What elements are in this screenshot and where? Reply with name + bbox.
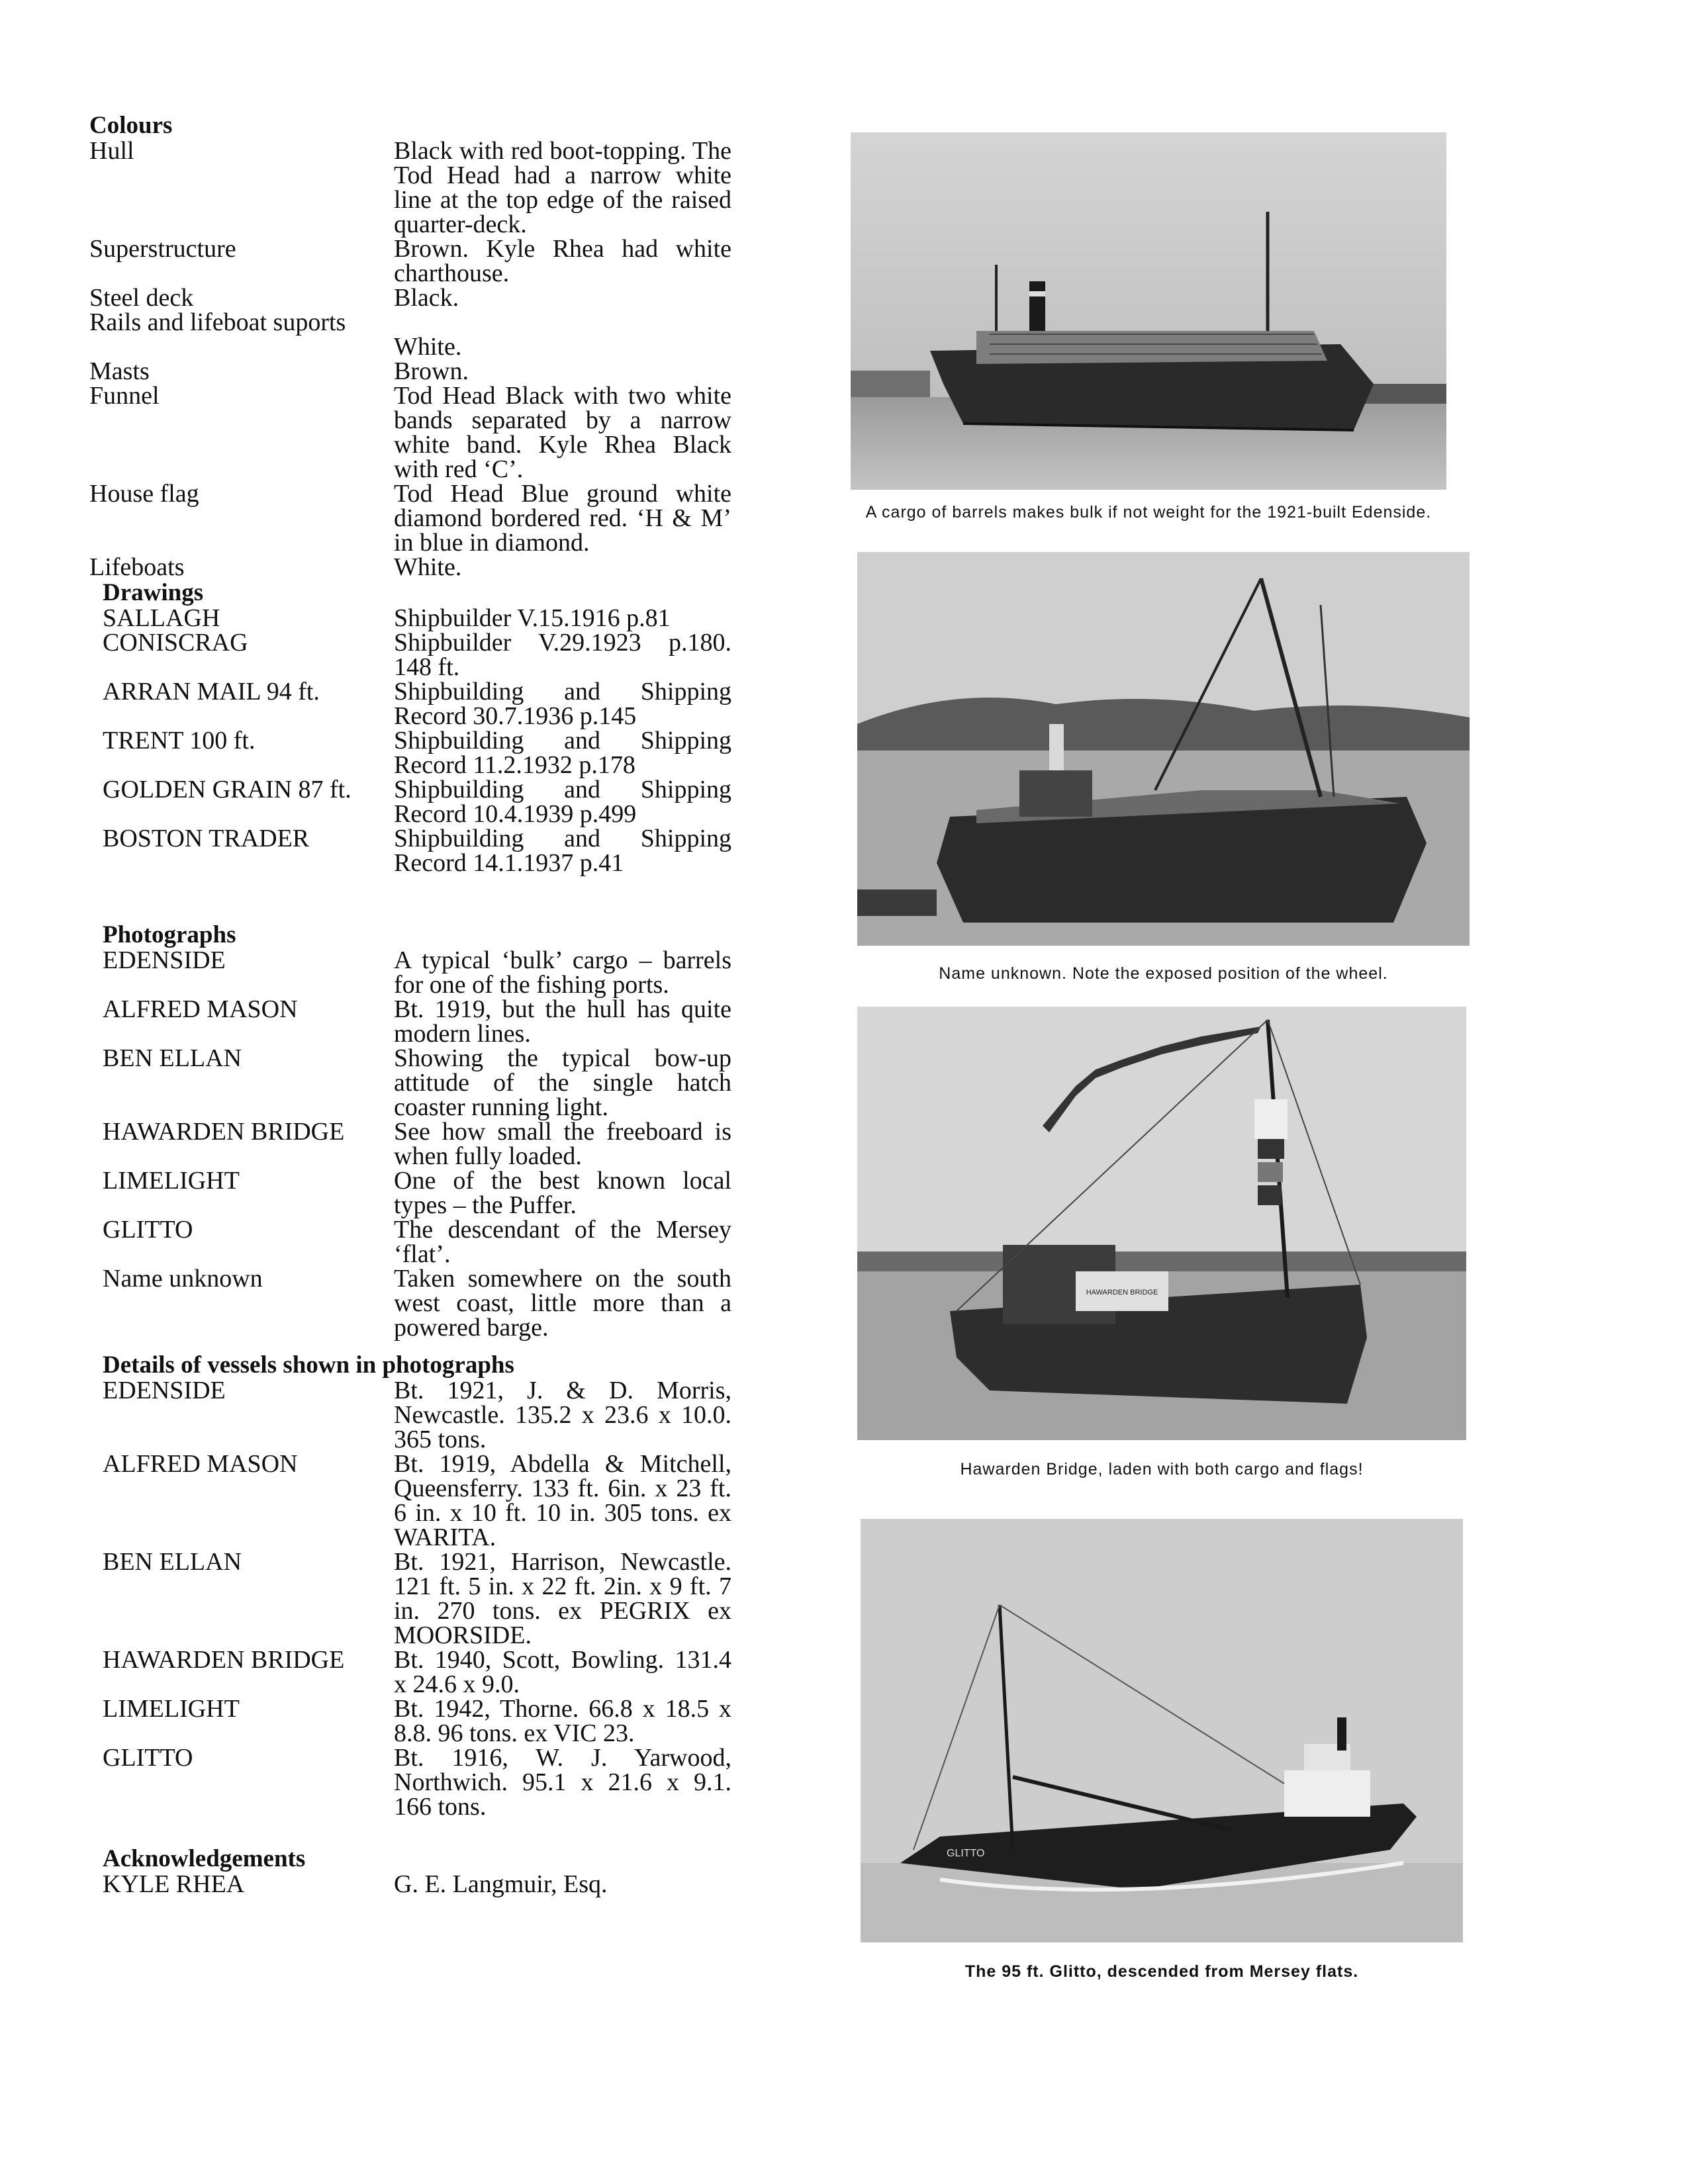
photographs-value: One of the best known local types – the Puffer. [394, 1167, 731, 1219]
details-value: Bt. 1942, Thorne. 66.8 x 18.5 x 8.8. 96 tons. ex VIC 23. [394, 1695, 731, 1747]
colours-value: Brown. [394, 357, 469, 385]
details-value: Bt. 1921, Harrison, Newcastle. 121 ft. 5 in. x 22 ft. 2in. x 9 ft. 7 in. 270 tons. ex PEGRIX ex MOORSIDE. [394, 1548, 731, 1649]
drawings-heading: Drawings [103, 579, 204, 606]
colours-label: Masts [89, 357, 150, 385]
photographs-label: EDENSIDE [103, 946, 226, 974]
photographs-label: Name unknown [103, 1265, 263, 1293]
drawings-value: Shipbuilding and Shipping Record 11.2.1932 p.178 [394, 727, 731, 779]
details-label: HAWARDEN BRIDGE [103, 1646, 345, 1674]
photo-name-unknown-image [857, 552, 1470, 946]
photographs-label: BEN ELLAN [103, 1044, 242, 1072]
photographs-value: See how small the freeboard is when fully loaded. [394, 1118, 731, 1170]
colours-label: Funnel [89, 382, 160, 410]
details-row [103, 1648, 731, 1697]
colours-value: Tod Head Blue ground white diamond bordered red. ‘H & M’ in blue in diamond. [394, 480, 731, 557]
drawings-row [103, 631, 731, 680]
colours-value: Black with red boot-topping. The Tod Head had a narrow white line at the top edge of the raised quarter-deck. [394, 137, 731, 238]
details-row [103, 1550, 731, 1648]
drawings-row [103, 778, 731, 827]
drawings-row [103, 827, 731, 876]
details-row [103, 1379, 731, 1452]
drawings-value: Shipbuilding and Shipping Record 30.7.1936 p.145 [394, 678, 731, 730]
drawings-row [103, 729, 731, 778]
drawings-label: ARRAN MAIL 94 ft. [103, 678, 320, 705]
photo-hawarden-bridge-image [857, 1007, 1466, 1440]
details-label: LIMELIGHT [103, 1695, 240, 1723]
details-label: ALFRED MASON [103, 1450, 298, 1478]
acknowledgements-row [103, 1872, 731, 1897]
photo-name-unknown [857, 552, 1470, 946]
caption-hawarden-bridge: Hawarden Bridge, laden with both cargo and flags! [960, 1460, 1364, 1479]
colours-heading: Colours [89, 112, 173, 139]
colours-label: Lifeboats [89, 553, 185, 581]
hull-name-glitto: GLITTO [947, 1848, 985, 1859]
details-value: Bt. 1916, W. J. Yarwood, Northwich. 95.1 x 21.6 x 9.1. 166 tons. [394, 1744, 731, 1821]
right-column [851, 132, 1460, 1981]
caption-glitto: The 95 ft. Glitto, descended from Mersey flats. [964, 1962, 1359, 1981]
colours-row-masts [89, 359, 731, 384]
drawings-value: Shipbuilding and Shipping Record 14.1.1937 p.41 [394, 825, 731, 877]
photographs-label: ALFRED MASON [103, 995, 298, 1023]
photographs-label: GLITTO [103, 1216, 193, 1244]
acknowledgements-label: KYLE RHEA [103, 1870, 245, 1898]
drawings-row [103, 606, 731, 631]
photographs-value: The descendant of the Mersey ‘flat’. [394, 1216, 731, 1268]
drawings-label: CONISCRAG [103, 629, 248, 657]
photo-edenside-image [851, 132, 1446, 490]
details-value: Bt. 1919, Abdella & Mitchell, Queensferry. 133 ft. 6in. x 23 ft. 6 in. x 10 ft. 10 in. 305 tons. ex WARITA. [394, 1450, 731, 1551]
details-value: Bt. 1921, J. & D. Morris, Newcastle. 135.2 x 23.6 x 10.0. 365 tons. [394, 1377, 731, 1453]
photographs-label: HAWARDEN BRIDGE [103, 1118, 345, 1146]
colours-row-hull [89, 139, 731, 237]
photo-hawarden-bridge [857, 1007, 1466, 1440]
colours-row-lifeboats [89, 555, 731, 580]
colours-label: Hull [89, 137, 134, 165]
photographs-label: LIMELIGHT [103, 1167, 240, 1195]
drawings-label: TRENT 100 ft. [103, 727, 256, 754]
photographs-section [89, 922, 731, 1340]
photographs-row [103, 1120, 731, 1169]
photographs-value: Bt. 1919, but the hull has quite modern lines. [394, 995, 731, 1048]
details-label: EDENSIDE [103, 1377, 226, 1404]
details-row [103, 1746, 731, 1819]
photo-glitto-image [861, 1519, 1463, 1942]
photographs-row [103, 1046, 731, 1120]
left-column [89, 113, 731, 1897]
drawings-value: Shipbuilding and Shipping Record 10.4.1939 p.499 [394, 776, 731, 828]
acknowledgements-heading: Acknowledgements [103, 1845, 306, 1872]
details-row [103, 1697, 731, 1746]
colours-label: Superstructure [89, 235, 236, 263]
colours-section [89, 113, 731, 580]
caption-edenside: A cargo of barrels makes bulk if not weight for the 1921-built Edenside. [865, 503, 1432, 522]
acknowledgements-section [89, 1846, 731, 1897]
photo-glitto [861, 1519, 1463, 1942]
photographs-value: Taken somewhere on the south west coast, little more than a powered barge. [394, 1265, 731, 1342]
colours-label: House flag [89, 480, 199, 508]
photographs-heading: Photographs [103, 921, 236, 948]
colours-row-house-flag [89, 482, 731, 555]
photographs-row [103, 1218, 731, 1267]
drawings-label: SALLAGH [103, 604, 220, 632]
drawings-section [89, 580, 731, 876]
photographs-value: A typical ‘bulk’ cargo – barrels for one of the fishing ports. [394, 946, 731, 999]
colours-label: Steel deck [89, 284, 194, 312]
colours-value: White. [394, 333, 462, 361]
photographs-row [103, 1169, 731, 1218]
details-label: GLITTO [103, 1744, 193, 1772]
colours-value: Tod Head Black with two white bands separated by a narrow white band. Kyle Rhea Black with red ‘C’. [394, 382, 731, 483]
drawings-value: Shipbuilder V.29.1923 p.180. 148 ft. [394, 629, 731, 681]
details-heading: Details of vessels shown in photographs [103, 1351, 514, 1379]
colours-row-steel-deck [89, 286, 731, 310]
colours-row-superstructure [89, 237, 731, 286]
details-row [103, 1452, 731, 1550]
drawings-label: BOSTON TRADER [103, 825, 310, 852]
drawings-value: Shipbuilder V.15.1916 p.81 [394, 604, 671, 632]
hull-name-hawarden: HAWARDEN BRIDGE [1086, 1289, 1158, 1297]
photographs-value: Showing the typical bow-up attitude of the single hatch coaster running light. [394, 1044, 731, 1121]
colours-row-funnel [89, 384, 731, 482]
drawings-row [103, 680, 731, 729]
photographs-row [103, 997, 731, 1046]
colours-value: White. [394, 553, 462, 581]
colours-row-rails [89, 310, 731, 359]
photo-edenside [851, 132, 1446, 490]
acknowledgements-value: G. E. Langmuir, Esq. [394, 1870, 608, 1898]
details-section [89, 1352, 731, 1819]
colours-value: Black. [394, 284, 459, 312]
colours-label: Rails and lifeboat suports [89, 308, 346, 336]
details-label: BEN ELLAN [103, 1548, 242, 1576]
photographs-row [103, 1267, 731, 1340]
drawings-label: GOLDEN GRAIN 87 ft. [103, 776, 352, 803]
photographs-row [103, 948, 731, 997]
caption-name-unknown: Name unknown. Note the exposed position of the wheel. [939, 964, 1388, 983]
details-value: Bt. 1940, Scott, Bowling. 131.4 x 24.6 x 9.0. [394, 1646, 731, 1698]
colours-value: Brown. Kyle Rhea had white charthouse. [394, 235, 731, 287]
